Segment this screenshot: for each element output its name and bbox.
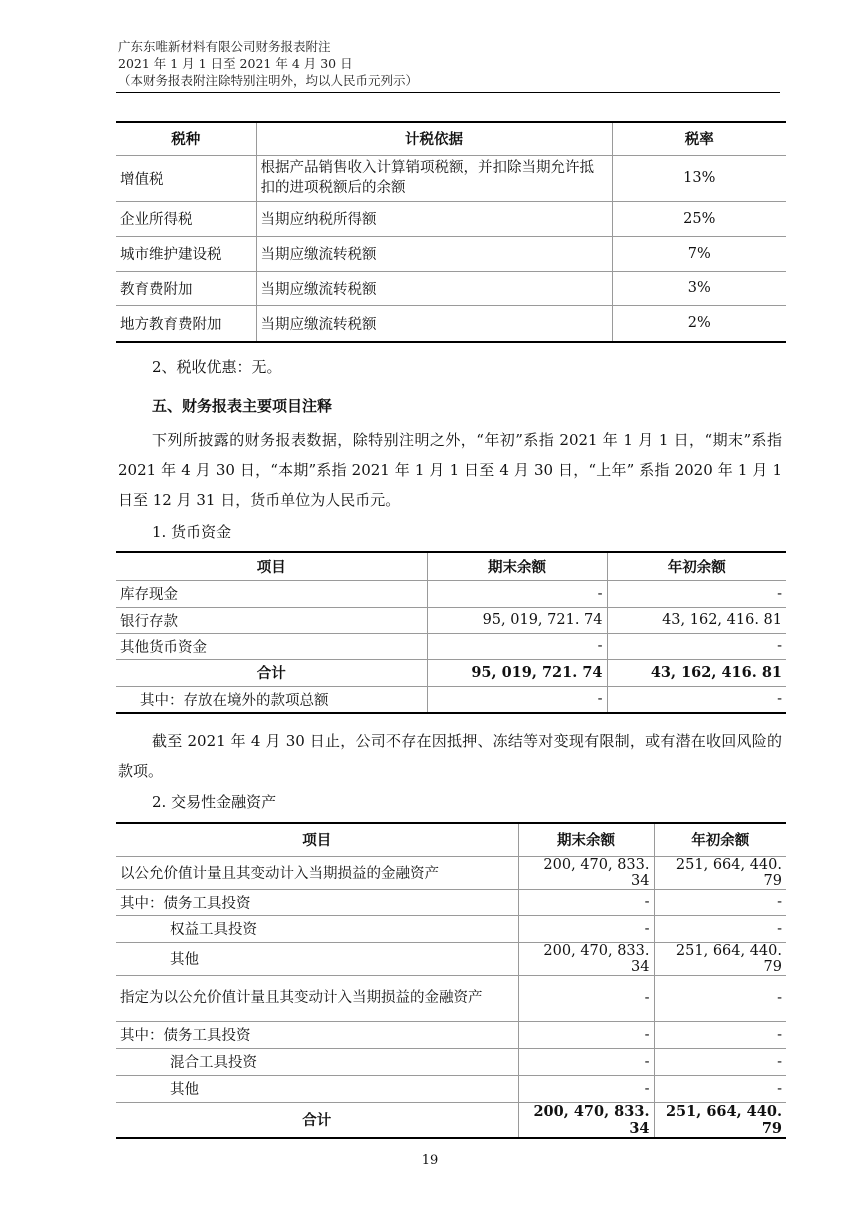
table-row <box>116 305 786 342</box>
end-balance: - <box>518 915 654 942</box>
tax-rate: 3% <box>612 271 786 305</box>
tax-rate: 25% <box>612 201 786 236</box>
begin-balance: 43, 162, 416. 81 <box>607 659 786 686</box>
table-row <box>116 1048 786 1075</box>
tax-type: 地方教育费附加 <box>116 305 256 342</box>
table-header-row <box>116 823 786 856</box>
section-intro: 下列所披露的财务报表数据，除特别注明之外，“年初”系指 2021 年 1 月 1 日，“期末”系指 2021 年 4 月 30 日，“本期”系指 2021 年 1 月 1 日至 4 月 30 日，“上年” 系指 2020 年 1 月 1 日至 12 月 31 日，货币单位为人民币元。 <box>118 431 782 509</box>
table-header-row <box>116 552 786 580</box>
begin-balance: - <box>654 975 786 1021</box>
begin-balance: - <box>654 889 786 915</box>
item-label: 其中：债务工具投资 <box>116 1021 518 1048</box>
tax-type: 教育费附加 <box>116 271 256 305</box>
item-label: 其他 <box>116 1075 518 1102</box>
cash-note: 截至 2021 年 4 月 30 日止，公司不存在因抵押、冻结等对变现有限制，或有潜在收回风险的款项。 <box>118 732 782 780</box>
begin-balance: - <box>607 580 786 607</box>
column-header: 项目 <box>116 823 518 856</box>
header-currency-note: （本财务报表附注除特别注明外，均以人民币元列示） <box>118 73 419 88</box>
begin-balance: - <box>607 633 786 659</box>
table-row <box>116 856 786 889</box>
end-balance: 95, 019, 721. 74 <box>427 659 607 686</box>
item-label: 合计 <box>116 1102 518 1138</box>
header-divider <box>116 92 780 93</box>
tax-basis: 当期应缴流转税额 <box>256 236 612 271</box>
begin-balance: - <box>654 915 786 942</box>
item-label: 以公允价值计量且其变动计入当期损益的金融资产 <box>116 856 518 889</box>
column-header: 期末余额 <box>518 823 654 856</box>
end-balance: - <box>518 1048 654 1075</box>
end-balance: - <box>518 1021 654 1048</box>
table-row <box>116 889 786 915</box>
begin-balance: 43, 162, 416. 81 <box>607 607 786 633</box>
tax-rate: 13% <box>612 155 786 201</box>
begin-balance: 251, 664, 440. 79 <box>654 942 786 975</box>
table-row <box>116 271 786 305</box>
item-label: 其他货币资金 <box>116 633 427 659</box>
table-row <box>116 1021 786 1048</box>
tax-type: 增值税 <box>116 155 256 201</box>
cash-section-title: 1. 货币资金 <box>152 523 232 541</box>
table-row <box>116 607 786 633</box>
end-balance: 200, 470, 833. 34 <box>518 942 654 975</box>
end-balance: - <box>427 686 607 713</box>
table-total-row <box>116 1102 786 1138</box>
end-balance: - <box>518 975 654 1021</box>
table-row <box>116 633 786 659</box>
tax-incentive-text: 2、税收优惠：无。 <box>152 358 282 376</box>
header-company-title: 广东东唯新材料有限公司财务报表附注 <box>118 39 331 54</box>
table-row <box>116 1075 786 1102</box>
table-row <box>116 915 786 942</box>
page-number: 19 <box>421 1153 439 1168</box>
tax-basis: 当期应缴流转税额 <box>256 305 612 342</box>
end-balance: 200, 470, 833. 34 <box>518 856 654 889</box>
item-label: 其中：债务工具投资 <box>116 889 518 915</box>
table-row <box>116 155 786 201</box>
table-row <box>116 580 786 607</box>
item-label: 其中：存放在境外的款项总额 <box>116 686 427 713</box>
end-balance: - <box>518 1075 654 1102</box>
tax-basis: 当期应缴流转税额 <box>256 271 612 305</box>
item-label: 库存现金 <box>116 580 427 607</box>
table-total-row <box>116 659 786 686</box>
cash-table <box>116 551 786 714</box>
begin-balance: 251, 664, 440. 79 <box>654 856 786 889</box>
item-label: 银行存款 <box>116 607 427 633</box>
header-period: 2021 年 1 月 1 日至 2021 年 4 月 30 日 <box>118 56 353 71</box>
end-balance: 95, 019, 721. 74 <box>427 607 607 633</box>
tax-type: 城市维护建设税 <box>116 236 256 271</box>
table-row <box>116 201 786 236</box>
end-balance: - <box>427 633 607 659</box>
column-header: 税率 <box>612 122 786 155</box>
end-balance: 200, 470, 833. 34 <box>518 1102 654 1138</box>
table-row <box>116 942 786 975</box>
begin-balance: - <box>654 1021 786 1048</box>
table-row <box>116 686 786 713</box>
begin-balance: - <box>654 1048 786 1075</box>
trading-assets-table <box>116 822 786 1139</box>
item-label: 合计 <box>116 659 427 686</box>
item-label: 权益工具投资 <box>116 915 518 942</box>
item-label: 其他 <box>116 942 518 975</box>
page-header <box>118 38 780 89</box>
tax-rate: 2% <box>612 305 786 342</box>
column-header: 期末余额 <box>427 552 607 580</box>
column-header: 税种 <box>116 122 256 155</box>
tax-basis: 当期应纳税所得额 <box>256 201 612 236</box>
column-header: 年初余额 <box>654 823 786 856</box>
end-balance: - <box>427 580 607 607</box>
begin-balance: - <box>654 1075 786 1102</box>
tax-type: 企业所得税 <box>116 201 256 236</box>
table-row <box>116 975 786 1021</box>
table-header-row <box>116 122 786 155</box>
table-row <box>116 236 786 271</box>
tax-rate-table <box>116 121 786 343</box>
column-header: 年初余额 <box>607 552 786 580</box>
trading-section-title: 2. 交易性金融资产 <box>152 793 277 811</box>
begin-balance: - <box>607 686 786 713</box>
tax-rate: 7% <box>612 236 786 271</box>
column-header: 项目 <box>116 552 427 580</box>
begin-balance: 251, 664, 440. 79 <box>654 1102 786 1138</box>
section-title: 五、财务报表主要项目注释 <box>152 397 333 415</box>
item-label: 混合工具投资 <box>116 1048 518 1075</box>
item-label: 指定为以公允价值计量且其变动计入当期损益的金融资产 <box>116 975 518 1021</box>
tax-basis: 根据产品销售收入计算销项税额，并扣除当期允许抵扣的进项税额后的余额 <box>256 155 612 201</box>
column-header: 计税依据 <box>256 122 612 155</box>
end-balance: - <box>518 889 654 915</box>
